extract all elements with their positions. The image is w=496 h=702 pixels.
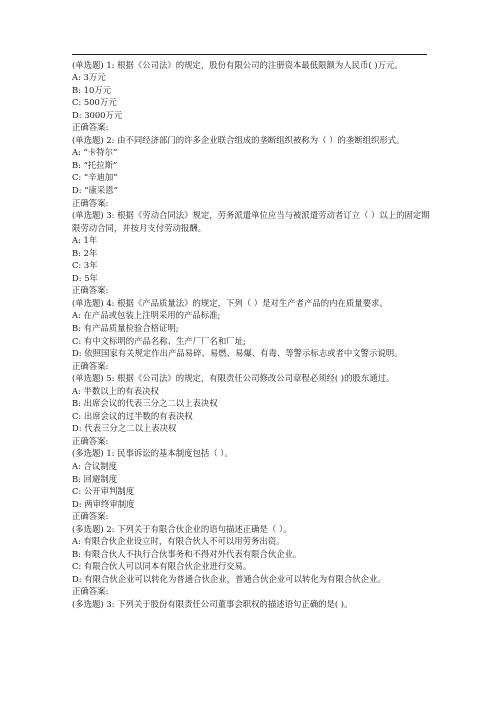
option-a: A: “卡特尔”: [72, 147, 118, 158]
option-d: D: 5年: [72, 272, 98, 283]
option-d: D: 两审终审制度: [72, 498, 135, 509]
option-a: A: 合议制度: [72, 461, 118, 471]
answer-label: 正确答案:: [72, 360, 109, 371]
answer-label: 正确答案:: [72, 197, 109, 208]
question-item: [72, 134, 432, 209]
option-d: D: 有限合伙企业可以转化为普通合伙企业，普通合伙企业可以转化为有限合伙企业。: [72, 573, 386, 584]
question-stem: (多选题) 2: 下列关于有限合伙企业的语句描述正确是（ ）。: [72, 523, 292, 534]
question-item: [72, 297, 432, 372]
question-stem: (单选题) 3: 根据《劳动合同法》规定，劳务派遣单位应当与被派遣劳动者订立（ ）以上的固定期限劳动合同，并按月支付劳动报酬。: [72, 210, 430, 233]
option-a: A: 1年: [72, 235, 98, 246]
answer-label: 正确答案:: [72, 122, 109, 133]
option-a: A: 有限合伙企业设立时，有限合伙人不可以用劳务出资。: [72, 536, 285, 547]
option-b: B: “托拉斯”: [72, 159, 118, 170]
option-c: C: 500万元: [72, 97, 117, 108]
option-a: A: 在产品或包装上注明采用的产品标准;: [72, 310, 221, 321]
question-item: [72, 372, 432, 447]
question-stem: (单选题) 1: 根据《公司法》的规定，股份有限公司的注册资本最低限额为人民币( )万元。: [72, 59, 403, 70]
option-d: D: 3000万元: [72, 109, 123, 120]
question-item: [72, 209, 432, 297]
option-c: C: “辛迪加”: [72, 172, 118, 183]
question-list: [72, 59, 432, 611]
option-c: C: 有中文标明的产品名称、生产厂厂名和厂址;: [72, 335, 246, 346]
option-b: B: 10万元: [72, 84, 112, 95]
answer-label: 正确答案:: [72, 511, 109, 522]
question-stem: (多选题) 1: 民事诉讼的基本制度包括（ ）。: [72, 448, 233, 459]
question-stem: (多选题) 3: 下列关于股份有限责任公司董事会职权的描述语句正确的是( )。: [72, 599, 353, 610]
option-b: B: 出席会议的代表三分之二以上表决权: [72, 398, 218, 409]
option-c: C: 公开审判制度: [72, 486, 135, 497]
option-c: C: 3年: [72, 260, 98, 271]
answer-label: 正确答案:: [72, 586, 109, 597]
option-d: D: 依照国家有关规定作出产品易碎、易燃、易爆、有毒、等警示标志或者中文警示说明。: [72, 348, 403, 359]
answer-label: 正确答案:: [72, 285, 109, 296]
option-b: B: 回避制度: [72, 473, 118, 484]
option-a: A: 3万元: [72, 72, 106, 83]
option-d: D: “康采恩”: [72, 184, 118, 195]
question-item: [72, 447, 432, 522]
option-b: B: 有限合伙人不执行合伙事务和不得对外代表有限合伙企业。: [72, 548, 302, 559]
question-stem: (单选题) 4: 根据《产品质量法》的规定，下列（ ）是对生产者产品的内在质量要求。: [72, 297, 388, 308]
option-c: C: 出席会议的过半数的有表决权: [72, 410, 193, 421]
question-item: [72, 598, 432, 611]
question-stem: (单选题) 5: 根据《公司法》的规定，有限责任公司修改公司章程必须经( )的股东通过。: [72, 373, 395, 384]
question-item: [72, 523, 432, 598]
option-d: D: 代表三分之二以上表决权: [72, 423, 177, 434]
question-item: [72, 59, 432, 134]
option-a: A: 半数以上的有表决权: [72, 385, 159, 396]
question-stem: (单选题) 2: 由不同经济部门的许多企业联合组成的垄断组织被称为（ ）的垄断组织形式。: [72, 134, 405, 145]
option-b: B: 有产品质量检验合格证明;: [72, 322, 179, 333]
header-rule: [72, 54, 427, 55]
option-b: B: 2年: [72, 247, 98, 258]
option-c: C: 有限合伙人可以同本有限合伙企业进行交易。: [72, 561, 252, 572]
answer-label: 正确答案:: [72, 435, 109, 446]
